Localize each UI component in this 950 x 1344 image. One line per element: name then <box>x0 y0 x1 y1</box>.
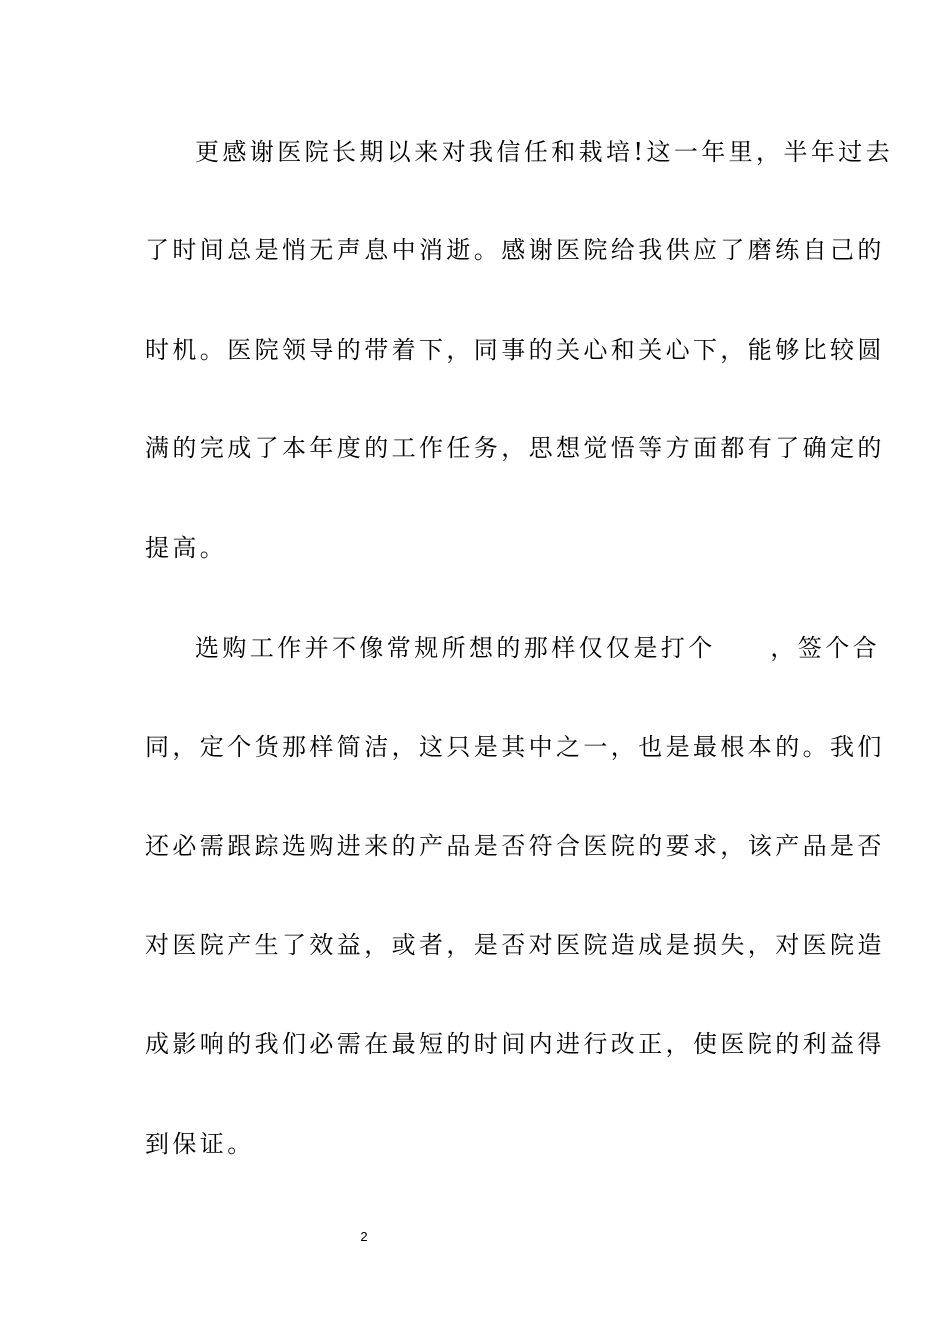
paragraph-2-line-3: 还必需跟踪选购进来的产品是否符合医院的要求，该产品是否 <box>145 832 885 860</box>
paragraph-1-line-4: 满的完成了本年度的工作任务，思想觉悟等方面都有了确定的 <box>145 434 885 462</box>
paragraph-2-line-1: 选购工作并不像常规所想的那样仅仅是打个 ，签个合 <box>195 634 880 662</box>
paragraph-1-line-1: 更感谢医院长期以来对我信任和栽培!这一年里，半年过去 <box>195 138 894 166</box>
page-number: 2 <box>360 1229 368 1244</box>
paragraph-2-line-5: 成影响的我们必需在最短的时间内进行改正，使医院的利益得 <box>145 1030 885 1058</box>
paragraph-2-line-6: 到保证。 <box>145 1130 255 1158</box>
paragraph-2-line-2: 同，定个货那样简洁，这只是其中之一，也是最根本的。我们 <box>145 733 885 761</box>
paragraph-1-line-3: 时机。医院领导的带着下，同事的关心和关心下，能够比较圆 <box>145 336 885 364</box>
paragraph-2-line-4: 对医院产生了效益，或者，是否对医院造成是损失，对医院造 <box>145 931 885 959</box>
paragraph-1-line-5: 提高。 <box>145 534 228 562</box>
paragraph-1-line-2: 了时间总是悄无声息中消逝。感谢医院给我供应了磨练自己的 <box>145 236 885 264</box>
